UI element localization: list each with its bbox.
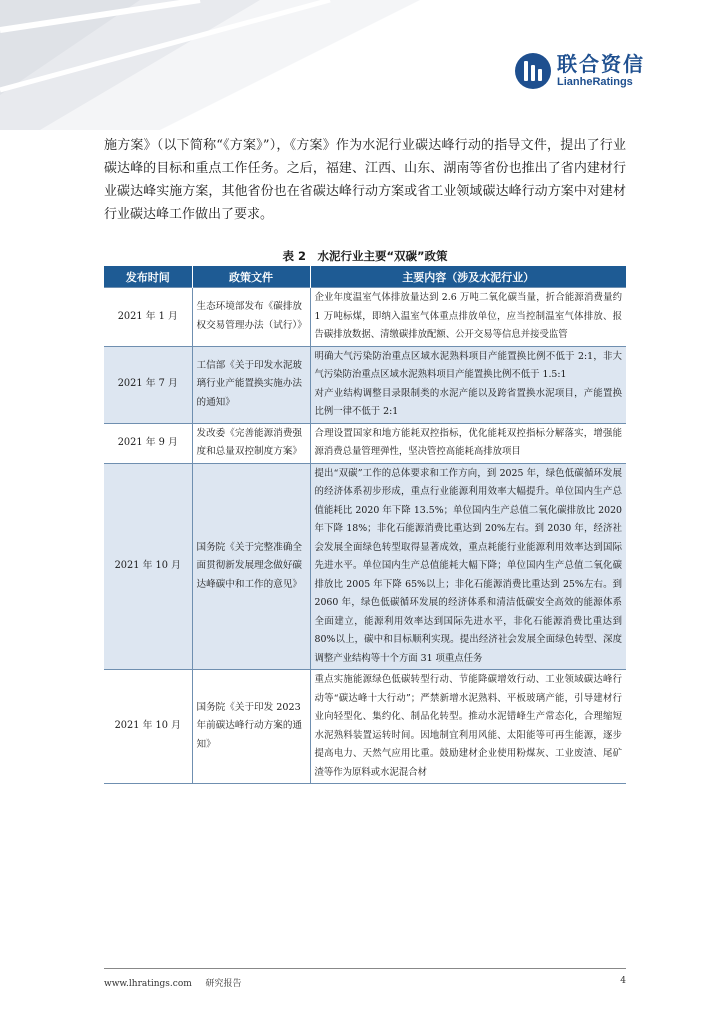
- footer-label: 研究报告: [205, 979, 242, 989]
- brand-name-en: LianheRatings: [557, 76, 633, 88]
- page-footer: [104, 976, 626, 989]
- header-decoration: [0, 0, 420, 130]
- row-date: 2021 年 7 月: [104, 346, 192, 423]
- footer-url[interactable]: www.lhratings.com: [104, 979, 192, 989]
- row-content: 重点实施能源绿色低碳转型行动、节能降碳增效行动、工业领域碳达峰行动等“碳达峰十大行动”；严禁新增水泥熟料、平板玻璃产能，引导建材行业向轻型化、集约化、制品化转型。推动水泥错峰生产常态化，合理缩短水泥熟料装置运转时间。因地制宜利用风能、太阳能等可再生能源，逐步提高电力、天然气应用比重。鼓励建材企业使用粉煤灰、工业废渣、尾矿渣等作为原料或水泥混合材: [310, 670, 626, 784]
- header-date: 发布时间: [104, 266, 192, 288]
- table-row: [104, 288, 626, 347]
- row-document: 生态环境部发布《碳排放权交易管理办法（试行）》: [192, 288, 310, 347]
- intro-paragraph: 施方案》（以下简称“《方案》”），《方案》作为水泥行业碳达峰行动的指导文件，提出了行业碳达峰的目标和重点工作任务。之后，福建、江西、山东、湖南等省份也推出了省内建材行业碳达峰实施方案，其他省份也在省碳达峰行动方案或省工业领域碳达峰行动方案中对建材行业碳达峰工作做出了要求。: [104, 138, 626, 222]
- table-header-row: [104, 266, 626, 288]
- row-document: 国务院《关于完整准确全面贯彻新发展理念做好碳达峰碳中和工作的意见》: [192, 463, 310, 670]
- header-document: 政策文件: [192, 266, 310, 288]
- table-caption: 表 2 水泥行业主要“双碳”政策: [282, 249, 448, 263]
- brand-name-cn: 联合资信: [557, 52, 645, 76]
- row-content: 企业年度温室气体排放量达到 2.6 万吨二氧化碳当量，折合能源消费量约 1 万吨标煤，即纳入温室气体重点排放单位，应当控制温室气体排放、报告碳排放数据、清缴碳排放配额、公开交易等信息并接受监管: [310, 288, 626, 347]
- row-content: 提出“双碳”工作的总体要求和工作方向，到 2025 年，绿色低碳循环发展的经济体系初步形成，重点行业能源利用效率大幅提升。单位国内生产总值能耗比 2020 年下降 13.5%；单位国内生产总值二氧化碳排放比 2020 年下降 18%；非化石能源消费比重达到 20%左右。到 2030 年，经济社会发展全面绿色转型取得显著成效，重点耗能行业能源利用效率达到国际先进水平。单位国内生产总值能耗大幅下降；单位国内生产总值二氧化碳排放比 2005 年下降 65%以上；非化石能源消费比重达到 25%左右。到 2060 年，绿色低碳循环发展的经济体系和清洁低碳安全高效的能源体系全面建立，能源利用效率达到国际先进水平，非化石能源消费比重达到 80%以上，碳中和目标顺利实现。提出经济社会发展全面绿色转型、深度调整产业结构等十个方面 31 项重点任务: [310, 463, 626, 670]
- row-content: 合理设置国家和地方能耗双控指标，优化能耗双控指标分解落实，增强能源消费总量管理弹性，坚决管控高能耗高排放项目: [310, 423, 626, 463]
- header-content: 主要内容（涉及水泥行业）: [310, 266, 626, 288]
- table-row: [104, 423, 626, 463]
- table-row: [104, 346, 626, 423]
- row-date: 2021 年 10 月: [104, 463, 192, 670]
- row-date: 2021 年 9 月: [104, 423, 192, 463]
- row-document: 发改委《完善能源消费强度和总量双控制度方案》: [192, 423, 310, 463]
- row-content: 明确大气污染防治重点区域水泥熟料项目产能置换比例不低于 2:1，非大气污染防治重点区域水泥熟料项目产能置换比例不低于 1.5:1 对产业结构调整目录限制类的水泥产能以及跨省置换水泥项目，产能置换比例一律不低于 2:1: [310, 346, 626, 423]
- row-document: 工信部《关于印发水泥玻璃行业产能置换实施办法的通知》: [192, 346, 310, 423]
- brand-logo: [515, 52, 645, 89]
- row-date: 2021 年 1 月: [104, 288, 192, 347]
- row-date: 2021 年 10 月: [104, 670, 192, 784]
- row-document: 国务院《关于印发 2023 年前碳达峰行动方案的通知》: [192, 670, 310, 784]
- table-row: [104, 670, 626, 784]
- logo-mark-icon: [515, 53, 551, 89]
- table-row: [104, 463, 626, 670]
- footer-divider: [104, 968, 626, 969]
- page-number: 4: [620, 976, 626, 986]
- policy-table: [104, 266, 626, 784]
